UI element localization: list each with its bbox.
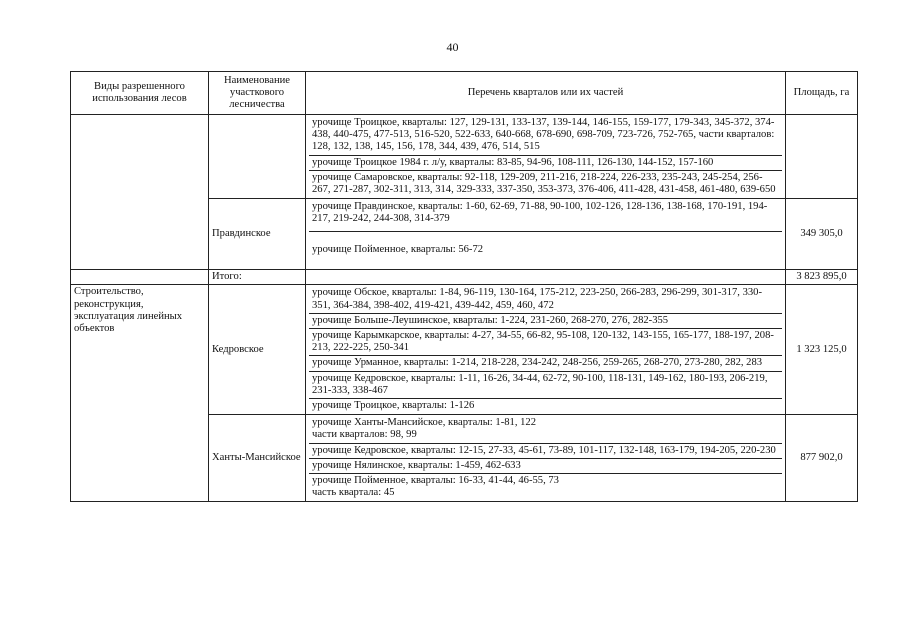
district-pravdinskoe: Правдинское [209, 199, 306, 270]
area-kedrovskoe: 1 323 125,0 [786, 285, 858, 415]
header-area: Площадь, га [786, 72, 858, 115]
total-label: Итого: [209, 270, 306, 285]
quarter-list-cell [306, 285, 786, 415]
list-item: урочище Троицкое, кварталы: 127, 129-131, 133-137, 139-144, 146-155, 159-177, 179-343, 345-372, 374-438, 440-475, 477-513, 516-520, 522-633, 640-668, 678-690, 698-709, 723-726, 752-765, части кварталов: 128, 132, 138, 145, 156, 178, 344, 439, 476, 514, 515 [309, 116, 782, 155]
list-item: урочище Урманное, кварталы: 1-214, 218-228, 234-242, 248-256, 259-265, 268-270, 273-280, 282, 283 [309, 356, 782, 371]
district-khanty-mansiyskoe: Ханты-Мансийское [209, 415, 306, 502]
total-use-empty [71, 270, 209, 285]
list-item: урочище Кедровское, кварталы: 1-11, 16-26, 34-44, 62-72, 90-100, 118-131, 149-162, 180-193, 206-219, 231-333, 338-467 [309, 371, 782, 398]
table-row [71, 115, 858, 199]
header-district: Наименование участкового лесничества [209, 72, 306, 115]
area-pravdinskoe: 349 305,0 [786, 199, 858, 270]
list-item: урочище Обское, кварталы: 1-84, 96-119, 130-164, 175-212, 223-250, 266-283, 296-299, 301-317, 330-351, 364-384, 398-402, 419-421, 439-442, 459, 460, 472 [309, 286, 782, 313]
header-quarter-list: Перечень кварталов или их частей [306, 72, 786, 115]
list-item: урочище Правдинское, кварталы: 1-60, 62-69, 71-88, 90-100, 102-126, 128-136, 138-168, 170-191, 194-217, 219-242, 244-308, 314-379 [309, 200, 782, 232]
use-linear-objects: Строительство, реконструкция, эксплуатация линейных объектов [71, 285, 209, 502]
list-item-line: урочище Нялинское, кварталы: 1-459, 462-633 [312, 459, 521, 471]
page-number: 40 [446, 40, 459, 54]
use-cell-empty [71, 115, 209, 270]
list-item: урочище Пойменное, кварталы: 56-72 [312, 244, 484, 256]
list-item [309, 458, 782, 473]
list-item-line: урочище Ханты-Мансийское, кварталы: 1-81, 122 [312, 417, 537, 429]
header-use: Виды разрешенного использования лесов [71, 72, 209, 115]
list-item-line: часть квартала: 45 [312, 487, 395, 499]
list-item: урочище Троицкое 1984 г. л/у, кварталы: 83-85, 94-96, 108-111, 126-130, 144-152, 157-160 [309, 155, 782, 170]
forest-use-table [70, 71, 858, 502]
district-kedrovskoe: Кедровское [209, 285, 306, 415]
table-header-row [71, 72, 858, 115]
list-item [309, 416, 782, 443]
list-item-line: урочище Пойменное, кварталы: 16-33, 41-44, 46-55, 73 [312, 475, 559, 487]
quarter-list-cell [306, 415, 786, 502]
area-cell-empty [786, 115, 858, 199]
total-list-empty [306, 270, 786, 285]
quarter-list-cell [306, 199, 786, 270]
list-item: урочище Карымкарское, кварталы: 4-27, 34-55, 66-82, 95-108, 120-132, 143-155, 165-177, 188-197, 208-213, 222-225, 250-341 [309, 329, 782, 356]
total-value: 3 823 895,0 [786, 270, 858, 285]
list-item [309, 474, 782, 501]
area-khanty-mansiyskoe: 877 902,0 [786, 415, 858, 502]
total-row [71, 270, 858, 285]
list-item [309, 443, 782, 458]
list-item-line: урочище Кедровское, кварталы: 12-15, 27-33, 45-61, 73-89, 101-117, 132-148, 163-179, 194-205, 220-230 [312, 444, 776, 456]
district-cell-empty [209, 115, 306, 199]
list-item: урочище Троицкое, кварталы: 1-126 [312, 400, 475, 412]
table-row [71, 285, 858, 415]
list-item: урочище Больше-Леушинское, кварталы: 1-224, 231-260, 268-270, 276, 282-355 [309, 313, 782, 328]
list-item: урочище Самаровское, кварталы: 92-118, 129-209, 211-216, 218-224, 226-233, 235-243, 245-254, 256-267, 271-287, 302-311, 313, 314, 329-333, 337-350, 353-373, 376-406, 411-428, 431-458, 461-480, 639-650 [312, 171, 776, 196]
list-item-line: части кварталов: 98, 99 [312, 429, 417, 441]
quarter-list-cell [306, 115, 786, 199]
